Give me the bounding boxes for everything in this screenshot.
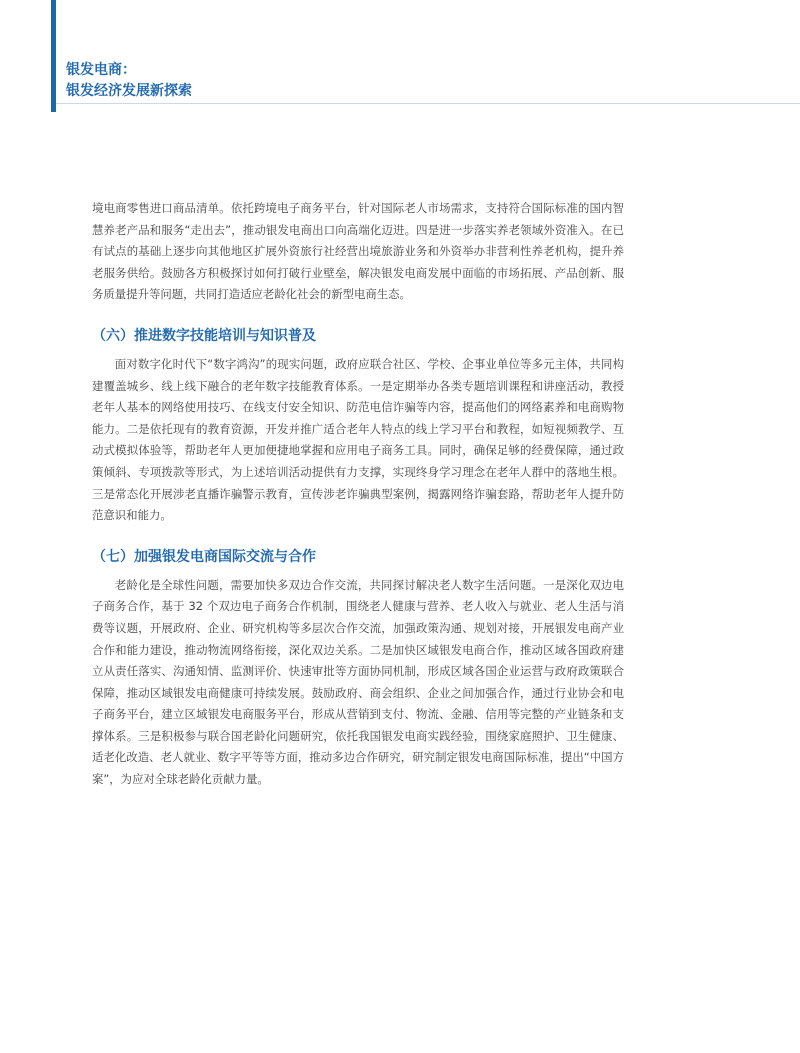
- section-7-paragraph: 老龄化是全球性问题，需要加快多双边合作交流，共同探讨解决老人数字生活问题。一是深化双边电子商务合作，基于 32 个双边电子商务合作机制，围绕老人健康与营养、老人收入与就业、老人生活与消费等议题，开展政府、企业、研究机构等多层次合作交流，加强政策沟通、规划对接，开展银发电商产业合作和能力建设，推动物流网络衔接，深化双边关系。二是加快区域银发电商合作，推动区域各国政府建立从责任落实、沟通知情、监测评价、快速审批等方面协同机制，形成区域各国企业运营与政府政策联合保障，推动区域银发电商健康可持续发展。鼓励政府、商会组织、企业之间加强合作，通过行业协会和电子商务平台，建立区域银发电商服务平台，形成从营销到支付、物流、金融、信用等完整的产业链条和支撑体系。三是积极参与联合国老龄化问题研究，依托我国银发电商实践经验，围绕家庭照护、卫生健康、适老化改造、老人就业、数字平等等方面，推动多边合作研究，研究制定银发电商国际标准，提出“中国方案”，为应对全球老龄化贡献力量。: [92, 577, 624, 787]
- running-header-title: 银发电商：: [66, 62, 136, 78]
- running-header-subtitle: 银发经济发展新探索: [66, 83, 192, 99]
- section-6-paragraph: 面对数字化时代下“数字鸿沟”的现实问题，政府应联合社区、学校、企事业单位等多元主体，共同构建覆盖城乡、线上线下融合的老年数字技能教育体系。一是定期举办各类专题培训课程和讲座活动，教授老年人基本的网络使用技巧、在线支付安全知识、防范电信诈骗等内容，提高他们的网络素养和电商购物能力。二是依托现有的教育资源，开发并推广适合老年人特点的线上学习平台和教程，如短视频教学、互动式模拟体验等，帮助老年人更加便捷地掌握和应用电子商务工具。同时，确保足够的经费保障，通过政策倾斜、专项拨款等形式，为上述培训活动提供有力支撑，实现终身学习理念在老年人群中的落地生根。三是常态化开展涉老直播诈骗警示教育，宣传涉老诈骗典型案例，揭露网络诈骗套路，帮助老年人提升防范意识和能力。: [92, 356, 624, 523]
- header-accent-bar: [51, 0, 56, 112]
- continued-paragraph: 境电商零售进口商品清单。依托跨境电子商务平台，针对国际老人市场需求，支持符合国际标准的国内智慧养老产品和服务“走出去”，推动银发电商出口向高端化迈进。四是进一步落实养老领域外资准入。在已有试点的基础上逐步向其他地区扩展外资旅行社经营出境旅游业务和外资举办非营利性养老机构，提升养老服务供给。鼓励各方积极探讨如何打破行业壁垒，解决银发电商发展中面临的市场拓展、产品创新、服务质量提升等问题，共同打造适应老龄化社会的新型电商生态。: [92, 201, 624, 302]
- running-header: [66, 60, 192, 102]
- section-heading-7: （七）加强银发电商国际交流与合作: [92, 548, 316, 565]
- section-heading-6: （六）推进数字技能培训与知识普及: [92, 327, 316, 344]
- page-body: [92, 198, 624, 791]
- header-divider: [56, 103, 800, 104]
